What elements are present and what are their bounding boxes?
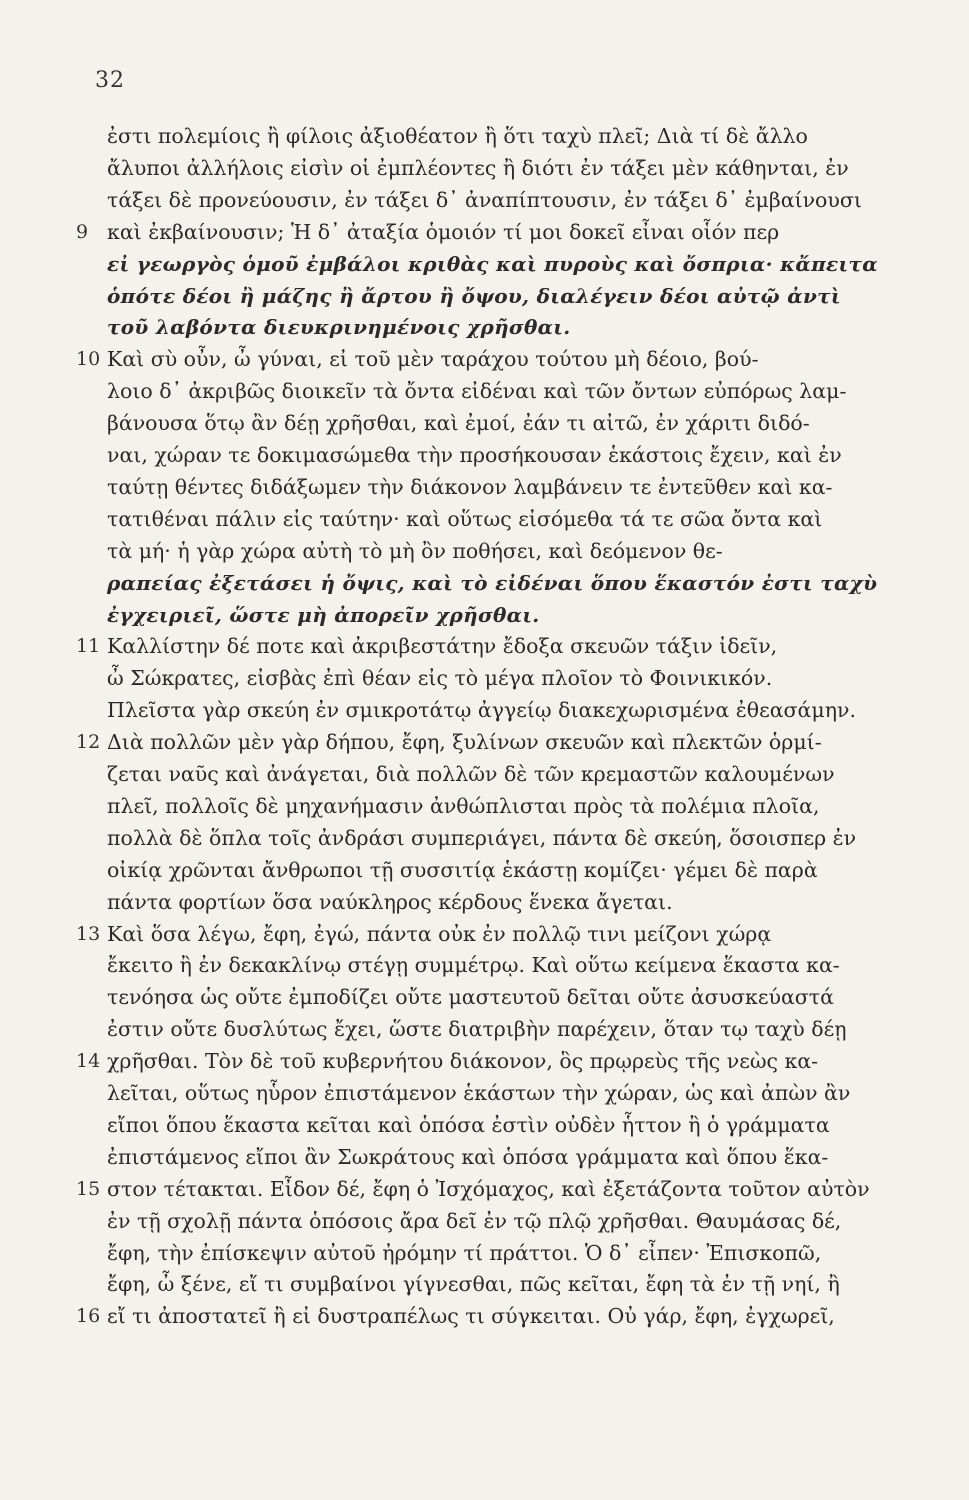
text-line: ὁπότε δέοι ἢ μάζης ἢ ἄρτου ἢ ὄψου, διαλέγειν δέοι αὐτῷ ἀντὶ <box>107 283 841 308</box>
text-line: τενόησα ὡς οὔτε ἐμποδίζει οὔτε μαστευτοῦ δεῖται οὔτε ἀσυσκεύαστά <box>107 985 834 1010</box>
text-line: εἴποι ὅπου ἕκαστα κεῖται καὶ ὁπόσα ἐστὶν οὐδὲν ἧττον ἢ ὁ γράμματα <box>107 1112 830 1137</box>
section-number: 10 <box>76 348 101 371</box>
section-number: 14 <box>76 1050 101 1073</box>
text-line: βάνουσα ὅτῳ ἂν δέῃ χρῆσθαι, καὶ ἐμοί, ἐάν τι αἰτῶ, ἐν χάριτι διδό- <box>107 411 810 436</box>
text-line: ἐπιστάμενος εἴποι ἂν Σωκράτους καὶ ὁπόσα γράμματα καὶ ὅπου ἕκα- <box>107 1144 829 1169</box>
text-line: πάντα φορτίων ὅσα ναύκληρος κέρδους ἕνεκα ἄγεται. <box>107 889 673 914</box>
text-line: Καὶ ὅσα λέγω, ἔφη, ἐγώ, πάντα οὐκ ἐν πολλῷ τινι μείζονι χώρᾳ <box>107 921 772 946</box>
text-line: Καλλίστην δέ ποτε καὶ ἀκριβεστάτην ἔδοξα σκευῶν τάξιν ἰδεῖν, <box>107 634 778 659</box>
page-number: 32 <box>95 68 125 93</box>
text-line: ἔφη, ὦ ξένε, εἴ τι συμβαίνοι γίγνεσθαι, πῶς κεῖται, ἔφη τὰ ἐν τῇ νηί, ἢ <box>107 1272 840 1297</box>
section-number: 13 <box>76 922 101 945</box>
text-line: ἔφη, τὴν ἐπίσκεψιν αὐτοῦ ἠρόμην τί πράττοι. Ὁ δ᾽ εἶπεν· Ἐπισκοπῶ, <box>107 1240 822 1265</box>
text-line: στον τέτακται. Εἶδον δέ, ἔφη ὁ Ἰσχόμαχος, καὶ ἐξετάζοντα τοῦτον αὐτὸν <box>107 1176 870 1201</box>
text-line: λοιο δ᾽ ἀκριβῶς διοικεῖν τὰ ὄντα εἰδέναι καὶ τῶν ὄντων εὐπόρως λαμ- <box>107 379 847 404</box>
text-line: ἐστι πολεμίοις ἢ φίλοις ἀξιοθέατον ἢ ὅτι ταχὺ πλεῖ; Διὰ τί δὲ ἄλλο <box>107 124 808 148</box>
text-line: ἐγχειριεῖ, ὥστε μὴ ἀπορεῖν χρῆσθαι. <box>107 602 540 627</box>
text-line: καὶ ἐκβαίνουσιν; Ἡ δ᾽ ἀταξία ὁμοιόν τί μοι δοκεῖ εἶναι οἷόν περ <box>107 219 780 244</box>
text-line: τάξει δὲ προνεύουσιν, ἐν τάξει δ᾽ ἀναπίπτουσιν, ἐν τάξει δ᾽ ἐμβαίνουσι <box>107 187 862 212</box>
text-line: ἐστιν οὔτε δυσλύτως ἔχει, ὥστε διατριβὴν παρέχειν, ὅταν τῳ ταχὺ δέῃ <box>107 1017 847 1042</box>
text-line: ἐν τῇ σχολῇ πάντα ὁπόσοις ἄρα δεῖ ἐν τῷ πλῷ χρῆσθαι. Θαυμάσας δέ, <box>107 1208 842 1233</box>
text-line: εἴ τι ἀποστατεῖ ἢ εἰ δυστραπέλως τι σύγκειται. Οὐ γάρ, ἔφη, ἐγχωρεῖ, <box>107 1304 835 1329</box>
text-line: Καὶ σὺ οὖν, ὦ γύναι, εἰ τοῦ μὲν ταράχου τούτου μὴ δέοιο, βού- <box>107 347 759 372</box>
text-line: ζεται ναῦς καὶ ἀνάγεται, διὰ πολλῶν δὲ τῶν κρεμαστῶν καλουμένων <box>107 762 835 786</box>
text-line: Διὰ πολλῶν μὲν γὰρ δήπου, ἔφη, ξυλίνων σκευῶν καὶ πλεκτῶν ὁρμί- <box>107 730 822 755</box>
text-line: ἔκειτο ἢ ἐν δεκακλίνῳ στέγῃ συμμέτρῳ. Καὶ οὕτω κείμενα ἕκαστα κα- <box>107 953 840 978</box>
text-line: Πλεῖστα γὰρ σκεύη ἐν σμικροτάτῳ ἀγγείῳ διακεχωρισμένα ἐθεασάμην. <box>107 698 856 723</box>
text-line: πλεῖ, πολλοῖς δὲ μηχανήμασιν ἀνθώπλισται πρὸς τὰ πολέμια πλοῖα, <box>107 793 820 818</box>
text-line: ἄλυποι ἀλλήλοις εἰσὶν οἱ ἐμπλέοντες ἢ διότι ἐν τάξει μὲν κάθηνται, ἐν <box>107 155 849 180</box>
section-number: 11 <box>76 635 101 658</box>
text-line: οἰκίᾳ χρῶνται ἄνθρωποι τῇ συσσιτίᾳ ἑκάστῃ κομίζει· γέμει δὲ παρὰ <box>107 857 818 882</box>
text-line: ταύτῃ θέντες διδάξωμεν τὴν διάκονον λαμβάνειν τε ἐντεῦθεν καὶ κα- <box>107 474 833 499</box>
text-line: ραπείας ἐξετάσει ἡ ὄψις, καὶ τὸ εἰδέναι ὅπου ἕκαστόν ἐστι ταχὺ <box>107 570 878 595</box>
text-line: εἰ γεωργὸς ὁμοῦ ἐμβάλοι κριθὰς καὶ πυροὺς καὶ ὄσπρια· κἄπειτα <box>107 251 878 276</box>
text-line: ναι, χώραν τε δοκιμασώμεθα τὴν προσήκουσαν ἑκάστοις ἔχειν, καὶ ἐν <box>107 443 842 467</box>
text-line: τατιθέναι πάλιν εἰς ταύτην· καὶ οὕτως εἰσόμεθα τά τε σῶα ὄντα καὶ <box>107 506 823 531</box>
text-line: ὦ Σώκρατες, εἰσβὰς ἐπὶ θέαν εἰς τὸ μέγα πλοῖον τὸ Φοινικικόν. <box>107 666 773 691</box>
section-number: 9 <box>76 220 89 243</box>
text-line: λεῖται, οὕτως ηὗρον ἐπιστάμενον ἑκάστων τὴν χώραν, ὡς καὶ ἀπὼν ἂν <box>107 1081 851 1105</box>
section-number: 16 <box>76 1305 101 1328</box>
text-line: τοῦ λαβόντα διευκρινημένοις χρῆσθαι. <box>107 315 571 340</box>
section-number: 12 <box>76 731 101 754</box>
section-number: 15 <box>76 1177 101 1200</box>
text-line: χρῆσθαι. Τὸν δὲ τοῦ κυβερνήτου διάκονον, ὃς πρῳρεὺς τῆς νεὼς κα- <box>107 1049 819 1074</box>
text-line: πολλὰ δὲ ὅπλα τοῖς ἀνδράσι συμπεριάγει, πάντα δὲ σκεύη, ὅσοισπερ ἐν <box>107 825 857 850</box>
text-line: τὰ μή· ἡ γὰρ χώρα αὐτὴ τὸ μὴ ὂν ποθήσει, καὶ δεόμενον θε- <box>107 538 723 563</box>
